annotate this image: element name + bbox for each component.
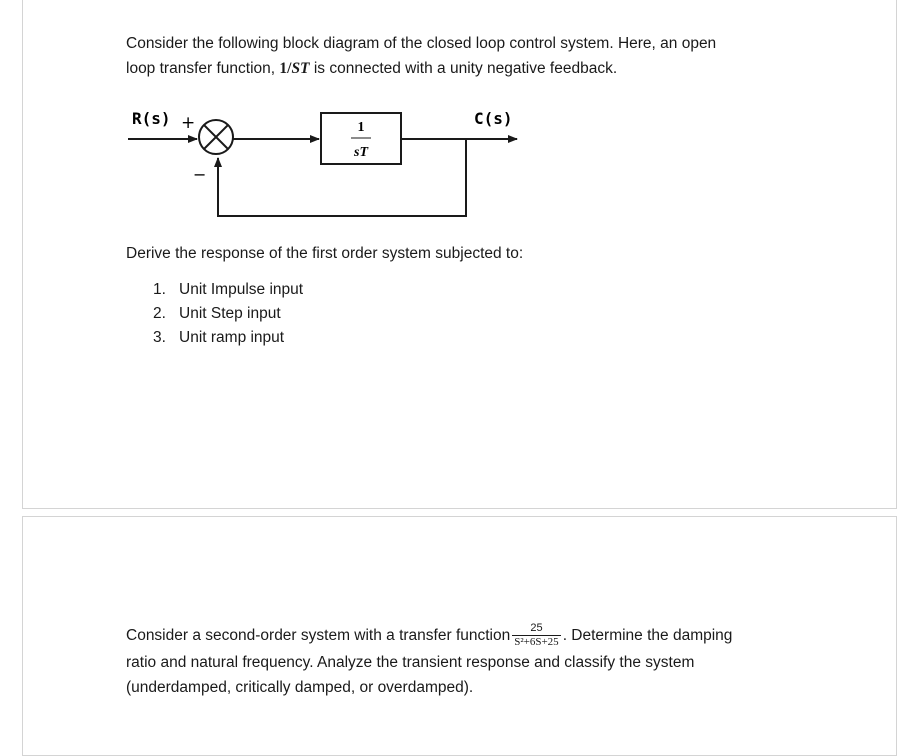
output-label: C(s) (474, 109, 513, 128)
tf-numerator: 25 (530, 622, 543, 635)
q2-transfer-function (512, 622, 560, 649)
block-denominator: sT (354, 145, 368, 160)
list-label: Unit ramp input (179, 329, 285, 346)
intro-line-2-post: is connected with a unity negative feedback. (309, 60, 618, 77)
list-number: 1. (153, 281, 166, 298)
derive-text: Derive the response of the first order system subjected to: (126, 245, 524, 262)
list-number: 2. (153, 305, 166, 322)
question-card-1 (22, 0, 897, 509)
list-number: 3. (153, 329, 166, 346)
intro-line-1: Consider the following block diagram of the closed loop control system. Here, an open (126, 35, 717, 52)
q2-line-2: ratio and natural frequency. Analyze the transient response and classify the system (126, 654, 695, 671)
question-card-2 (22, 516, 897, 756)
intro-tf-num: 1/ (279, 60, 292, 77)
q2-line-1-post: . Determine the damping (562, 627, 733, 644)
intro-line-2-pre: loop transfer function, (126, 60, 280, 77)
input-label: R(s) (132, 109, 171, 128)
list-label: Unit Step input (179, 305, 281, 322)
list-item (126, 326, 303, 350)
block-numerator: 1 (357, 120, 365, 135)
intro-tf-den: ST (291, 60, 310, 77)
list-item (126, 302, 303, 326)
tf-denominator: S²+6S+25 (514, 636, 559, 649)
q2-line-1 (126, 621, 732, 651)
list-item (126, 278, 303, 302)
summing-junction (199, 120, 233, 154)
input-list (126, 278, 303, 350)
plus-sign: + (181, 113, 196, 133)
block-diagram (23, 0, 897, 240)
q2-line-3: (underdamped, critically damped, or overdamped). (126, 679, 474, 696)
q2-line-1-pre: Consider a second-order system with a transfer function (126, 627, 511, 644)
minus-sign: − (193, 165, 207, 184)
list-label: Unit Impulse input (179, 281, 304, 298)
